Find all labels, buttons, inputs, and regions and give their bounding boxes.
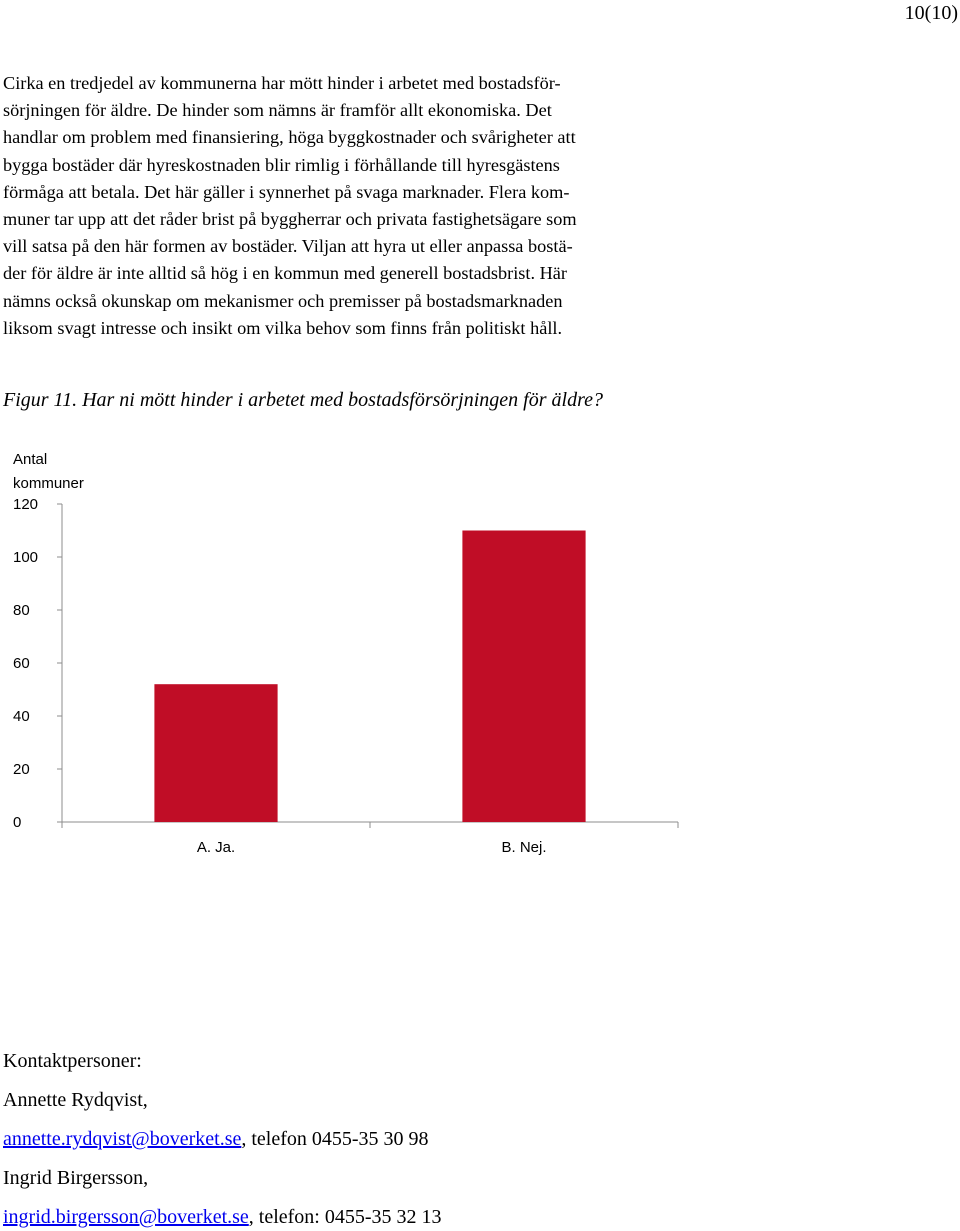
y-tick-label: 20 (13, 761, 30, 778)
y-tick-labels (13, 496, 38, 831)
y-tick-label: 0 (13, 814, 22, 831)
paragraph-line: liksom svagt intresse och insikt om vilka behov som finns från politiskt håll. (3, 317, 563, 338)
figure-caption: Figur 11. Har ni mött hinder i arbetet med bostadsförsörjningen för äldre? (3, 389, 603, 411)
x-category-label: B. Nej. (501, 839, 547, 856)
y-axis-label-line-1: Antal (13, 451, 48, 468)
paragraph-line: bygga bostäder där hyreskostnaden blir rimlig i förhållande till hyresgästens (3, 154, 560, 175)
chart-bars (154, 531, 585, 823)
contact-line-1 (3, 1128, 429, 1151)
y-tick-label: 100 (13, 549, 39, 566)
y-tick-label: 40 (13, 708, 30, 725)
paragraph-line: förmåga att betala. Det här gäller i synnerhet på svaga marknader. Flera kom- (3, 181, 570, 202)
bar-chart (0, 440, 700, 860)
contact-name-1: Annette Rydqvist, (3, 1089, 148, 1111)
paragraph-line: muner tar upp att det råder brist på byggherrar och privata fastighetsägare som (3, 209, 577, 230)
email-link-1[interactable]: annette.rydqvist@boverket.se (3, 1128, 242, 1150)
phone-2: , telefon: 0455-35 32 13 (248, 1206, 442, 1228)
body-paragraph (3, 70, 743, 342)
paragraph-line: sörjningen för äldre. De hinder som nämns är framför allt ekonomiska. Det (3, 100, 552, 121)
email-link-2[interactable]: ingrid.birgersson@boverket.se (3, 1206, 249, 1228)
y-tick-label: 60 (13, 655, 30, 672)
contact-line-2 (3, 1206, 442, 1229)
y-tick-label: 80 (13, 602, 30, 619)
contacts-heading: Kontaktpersoner: (3, 1050, 142, 1072)
paragraph-line: vill satsa på den här formen av bostäder. Viljan att hyra ut eller anpassa bostä- (3, 236, 573, 257)
bar (154, 684, 277, 822)
paragraph-line: handlar om problem med finansiering, höga byggkostnader och svårigheter att (3, 127, 576, 148)
paragraph-line: der för äldre är inte alltid så hög i en kommun med generell bostadsbrist. Här (3, 263, 568, 284)
paragraph-line: nämns också okunskap om mekanismer och premisser på bostadsmarknaden (3, 290, 563, 311)
x-category-labels (197, 839, 547, 856)
x-category-label: A. Ja. (196, 839, 236, 856)
contact-name-2: Ingrid Birgersson, (3, 1167, 149, 1189)
y-tick-label: 120 (13, 496, 39, 513)
phone-1: , telefon 0455-35 30 98 (241, 1128, 429, 1150)
y-axis-label-line-2: kommuner (13, 475, 84, 492)
bar (462, 531, 585, 823)
paragraph-line: Cirka en tredjedel av kommunerna har mött hinder i arbetet med bostadsför- (3, 73, 561, 93)
page-number: 10(10) (904, 2, 958, 24)
